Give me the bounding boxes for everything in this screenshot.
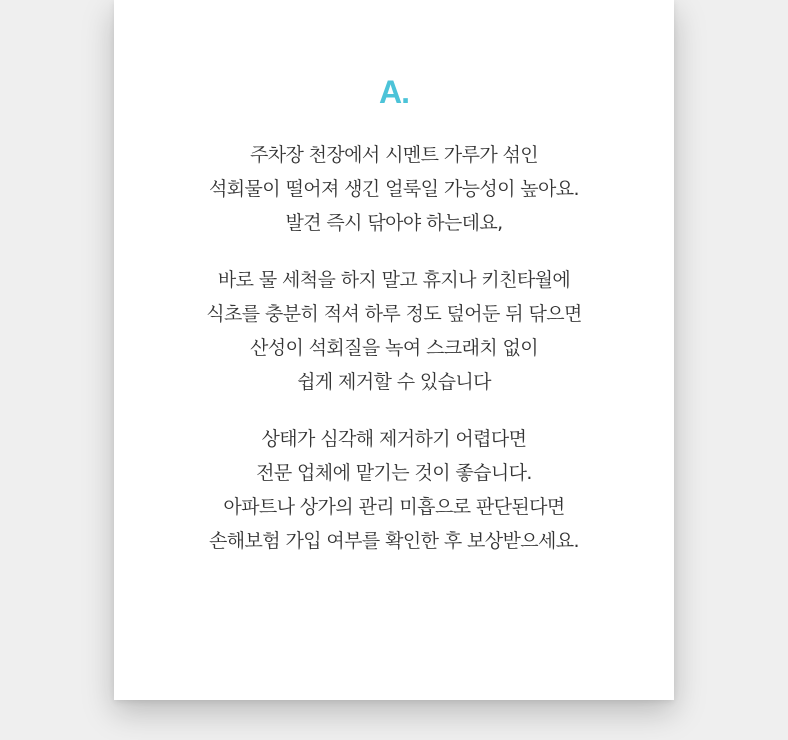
text-line: 상태가 심각해 제거하기 어렵다면 — [261, 428, 527, 450]
paragraph-stain-cause — [114, 138, 674, 240]
text-line: 산성이 석회질을 녹여 스크래치 없이 — [249, 337, 539, 359]
text-line: 석회물이 떨어져 생긴 얼룩일 가능성이 높아요. — [209, 178, 579, 200]
answer-body — [114, 138, 674, 581]
text-line: 쉽게 제거할 수 있습니다 — [297, 371, 491, 393]
text-line: 전문 업체에 맡기는 것이 좋습니다. — [256, 462, 532, 484]
answer-label: A. — [379, 74, 409, 110]
paragraph-professional-help — [114, 422, 674, 558]
text-line: 발견 즉시 닦아야 하는데요, — [285, 212, 503, 234]
text-line: 식초를 충분히 적셔 하루 정도 덮어둔 뒤 닦으면 — [206, 303, 582, 325]
paragraph-cleaning-method — [114, 263, 674, 399]
answer-card — [114, 0, 674, 700]
text-line: 바로 물 세척을 하지 말고 휴지나 키친타월에 — [217, 269, 571, 291]
text-line: 주차장 천장에서 시멘트 가루가 섞인 — [249, 144, 539, 166]
text-line: 아파트나 상가의 관리 미흡으로 판단된다면 — [223, 496, 565, 518]
text-line: 손해보험 가입 여부를 확인한 후 보상받으세요. — [209, 530, 579, 552]
